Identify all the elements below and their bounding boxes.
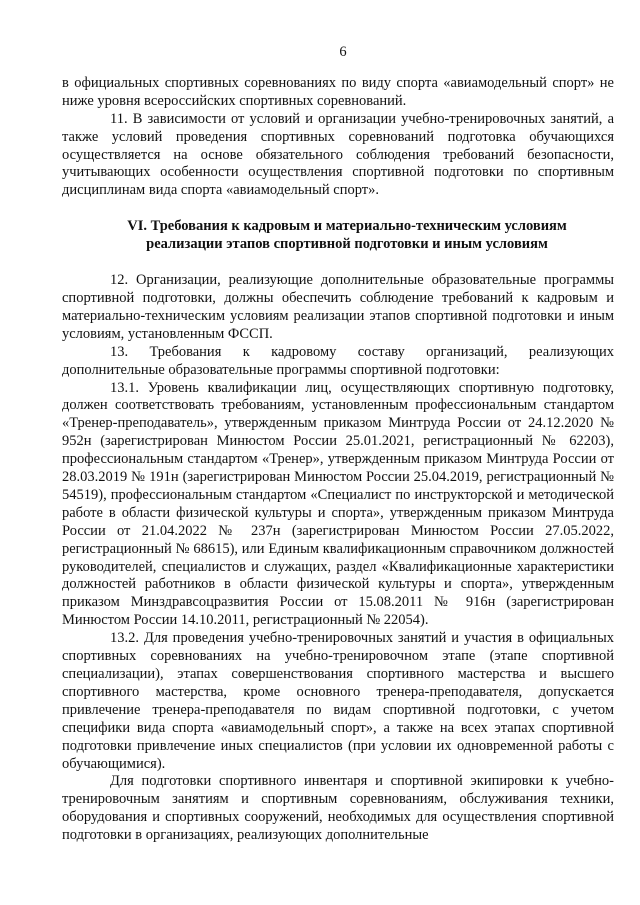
section-heading-line-1: VI. Требования к кадровым и материально-техническим условиям — [127, 218, 567, 235]
paragraph-12: 12. Организации, реализующие дополнительные образовательные программы спортивной подготовки, должны обеспечить соблюдение требований к кадровым и материально-техническим условиям реализации этапов спортивной подготовки и иным условиям, установленным ФССП. — [62, 272, 614, 342]
section-heading-line-2: реализации этапов спортивной подготовки и иным условиям — [146, 236, 548, 253]
paragraph-13-1: 13.1. Уровень квалификации лиц, осуществляющих спортивную подготовку, должен соответствовать требованиям, установленным профессиональным стандартом «Тренер-преподаватель», утвержденным приказом Минтруда России от 24.12.2020 № 952н (зарегистрирован Минюстом России 25.01.2021, регистрационный № 62203), профессиональным стандартом «Тренер», утвержденным приказом Минтруда России от 28.03.2019 № 191н (зарегистрирован Минюстом России 25.04.2019, регистрационный № 54519), профессиональным стандартом «Специалист по инструкторской и методической работе в области физической культуры и спорта», утвержденным приказом Минтруда России от 21.04.2022 № 237н (зарегистрирован Минюстом России 27.05.2022, регистрационный № 68615), или Единым квалификационным справочником должностей руководителей, специалистов и служащих, раздел «Квалификационные характеристики должностей работников в области физической культуры и спорта», утвержденным приказом Минздравсоцразвития России от 15.08.2011 № 916н (зарегистрирован Минюстом России 14.10.2011, регистрационный № 22054). — [62, 379, 614, 629]
paragraph-continuation: в официальных спортивных соревнованиях по виду спорта «авиамодельный спорт» не ниже уровня всероссийских спортивных соревнований. — [62, 74, 614, 109]
paragraph-equipment: Для подготовки спортивного инвентаря и спортивной экипировки к учебно-тренировочным занятиям и спортивным соревнованиям, обслуживания техники, оборудования и спортивных сооружений, необходимых для осуществления спортивной подготовки в организациях, реализующих дополнительные — [62, 773, 614, 844]
section-heading — [62, 218, 614, 254]
paragraph-13: 13. Требования к кадровому составу организаций, реализующих дополнительные образовательные программы спортивной подготовки: — [62, 343, 614, 378]
paragraph-13-2: 13.2. Для проведения учебно-тренировочных занятий и участия в официальных спортивных соревнованиях на учебно-тренировочном этапе (этапе спортивной специализации), этапах совершенствования спортивного мастерства и высшего спортивного мастерства, кроме основного тренера-преподавателя, допускается привлечение тренера-преподавателя по видам спортивной подготовки, с учетом специфики вида спорта «авиамодельный спорт», а также на всех этапах спортивной подготовки привлечение иных специалистов (при условии их одновременной работы с обучающимися). — [62, 630, 614, 772]
page-number: 6 — [339, 44, 347, 60]
paragraph-11: 11. В зависимости от условий и организации учебно-тренировочных занятий, а также условий проведения спортивных соревнований подготовка обучающихся осуществляется на основе обязательного соблюдения требований безопасности, учитывающих особенности осуществления спортивной подготовки по спортивным дисциплинам вида спорта «авиамодельный спорт». — [62, 110, 614, 199]
